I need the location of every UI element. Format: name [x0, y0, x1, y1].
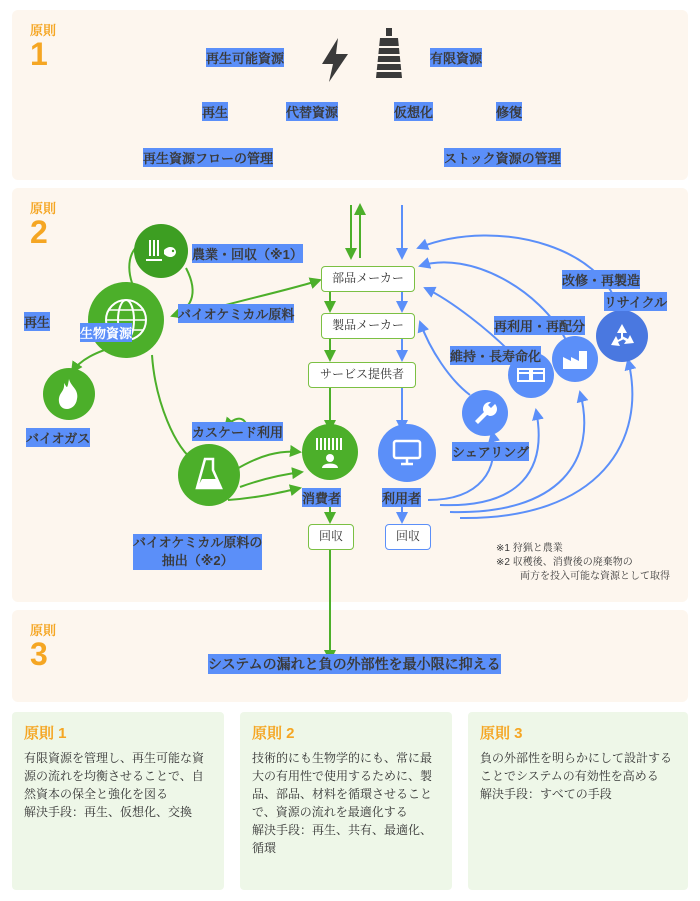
biochemical-feedstock-label: バイオケミカル原料 [178, 304, 294, 323]
principle-2-label: 原則 [30, 201, 57, 216]
renewable-resource-label: 再生可能資源 [206, 48, 284, 67]
card-1-title: 原則 1 [24, 725, 67, 742]
node-collect-right[interactable]: 回収 [385, 524, 431, 550]
item-substitute: 代替資源 [286, 102, 338, 121]
remanufacture-factory-icon [552, 336, 598, 382]
principle-3-tag [30, 624, 56, 670]
extraction-label: バイオケミカル原料の 抽出（※2） [133, 535, 263, 568]
user-label: 利用者 [382, 488, 421, 507]
consumer-label: 消費者 [302, 488, 341, 507]
renewable-flow-management-label: 再生資源フローの管理 [143, 148, 273, 167]
item-virtualize: 仮想化 [394, 102, 433, 121]
reuse-label: 再利用・再配分 [494, 316, 585, 335]
recycle-label: リサイクル [604, 292, 667, 311]
note-3: 両方を投入可能な資源として取得 [520, 571, 670, 582]
finite-resource-label: 有限資源 [430, 48, 482, 67]
principle-3-statement: システムの漏れと負の外部性を最小限に抑える [208, 656, 501, 672]
node-parts-maker[interactable]: 部品メーカー [321, 266, 415, 292]
card-2-title: 原則 2 [252, 725, 295, 742]
bio-resource-label: 生物資源 [80, 323, 132, 342]
card-principle-2 [240, 712, 452, 890]
principle-1-panel [12, 10, 688, 180]
principle-3-number: 3 [30, 636, 48, 672]
agriculture-label: 農業・回収（※1） [192, 244, 303, 263]
tower-icon [372, 28, 406, 85]
principle-3-label: 原則 [30, 623, 57, 638]
principle-1-number: 1 [30, 36, 48, 72]
consumer-icon [302, 424, 358, 480]
regenerate-label: 再生 [24, 312, 50, 331]
cascade-label: カスケード利用 [192, 422, 283, 441]
user-icon [378, 424, 436, 482]
node-service-provider[interactable]: サービス提供者 [308, 362, 416, 388]
sharing-wrench-icon [462, 390, 508, 436]
sharing-label: シェアリング [452, 442, 529, 461]
extraction-flask-icon [178, 444, 240, 506]
node-product-maker[interactable]: 製品メーカー [321, 313, 415, 339]
maintain-label: 維持・長寿命化 [450, 346, 541, 365]
principle-1-tag [30, 24, 56, 70]
principle-1-label: 原則 [30, 23, 57, 38]
bio-resource-icon [88, 282, 164, 358]
principle-2-tag [30, 202, 56, 248]
card-principle-1 [12, 712, 224, 890]
recycle-icon [596, 310, 648, 362]
item-regenerate: 再生 [202, 102, 228, 121]
node-collect-left[interactable]: 回収 [308, 524, 354, 550]
biogas-icon [43, 368, 95, 420]
card-3-body: 負の外部性を明らかにして設計することでシステムの有効性を高める 解決手段：すべての手段 [480, 751, 673, 801]
remanufacture-label: 改修・再製造 [562, 270, 640, 289]
card-3-title: 原則 3 [480, 725, 523, 742]
card-principle-3 [468, 712, 688, 890]
item-restore: 修復 [496, 102, 522, 121]
stock-management-label: ストック資源の管理 [444, 148, 561, 167]
note-1: ※1 狩猟と農業 [496, 543, 563, 554]
agriculture-icon [134, 224, 188, 278]
bolt-icon [318, 38, 352, 87]
principle-2-number: 2 [30, 214, 48, 250]
card-2-body: 技術的にも生物学的にも、常に最大の有用性で使用するために、製品、部品、材料を循環させることで、資源の流れを最適化する 解決手段：再生、共有、最適化、循環 [252, 751, 433, 855]
card-1-body: 有限資源を管理し、再生可能な資源の流れを均衡させることで、自然資本の保全と強化を図る 解決手段：再生、仮想化、交換 [24, 751, 205, 819]
biogas-label: バイオガス [26, 428, 90, 447]
note-2: ※2 収穫後、消費後の廃棄物の [496, 557, 633, 568]
